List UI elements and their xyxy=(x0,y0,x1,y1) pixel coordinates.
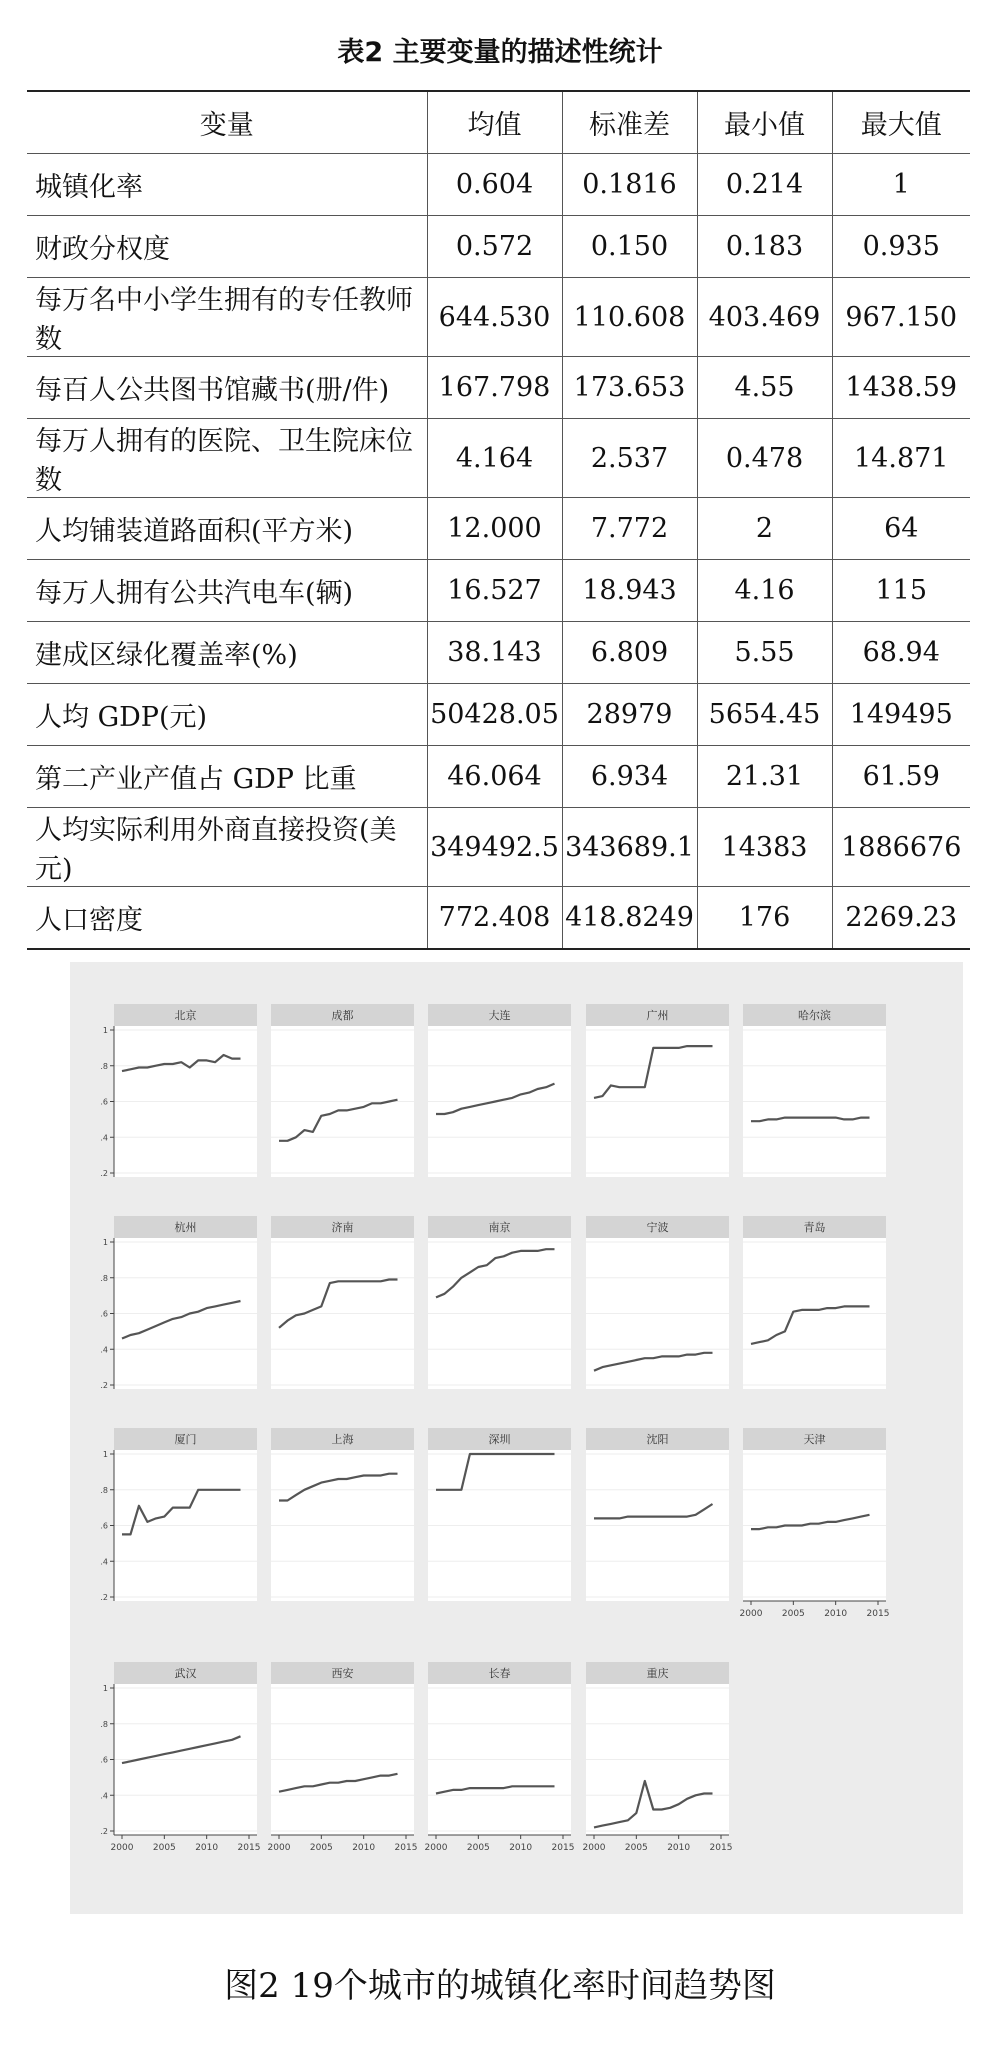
panel-title: 杭州 xyxy=(174,1221,197,1234)
y-tick-label: 1 xyxy=(102,1238,108,1247)
y-tick-label: .4 xyxy=(100,1557,108,1567)
x-tick-label: 2005 xyxy=(309,1843,333,1853)
y-tick-label: .4 xyxy=(100,1345,108,1355)
variable-name-cell: 建成区绿化覆盖率(%) xyxy=(27,622,427,684)
stat-value-cell: 418.8249 xyxy=(562,887,697,950)
stat-value-cell: 0.150 xyxy=(562,216,697,278)
stat-value-cell: 149495 xyxy=(832,684,970,746)
table-row xyxy=(27,154,970,216)
x-tick-label: 2000 xyxy=(267,1843,291,1853)
x-tick-label: 2015 xyxy=(237,1843,261,1853)
table-header-row xyxy=(27,91,970,154)
stat-value-cell: 6.934 xyxy=(562,746,697,808)
stat-value-cell: 21.31 xyxy=(697,746,832,808)
panel-title: 西安 xyxy=(331,1667,354,1680)
y-tick-label: .6 xyxy=(100,1755,108,1765)
variable-name-cell: 第二产业产值占 GDP 比重 xyxy=(27,746,427,808)
x-tick-label: 2015 xyxy=(551,1843,575,1853)
x-tick-label: 2000 xyxy=(424,1843,448,1853)
y-tick-label: .2 xyxy=(100,1169,108,1178)
table-row xyxy=(27,278,970,357)
stat-value-cell: 12.000 xyxy=(427,498,562,560)
stat-value-cell: 5.55 xyxy=(697,622,832,684)
stat-value-cell: 349492.5 xyxy=(427,808,562,887)
y-tick-label: .2 xyxy=(100,1593,108,1602)
stat-value-cell: 18.943 xyxy=(562,560,697,622)
panel-title: 上海 xyxy=(331,1433,354,1446)
y-tick-label: .8 xyxy=(100,1273,108,1283)
stat-value-cell: 2.537 xyxy=(562,419,697,498)
variable-name-cell: 人均 GDP(元) xyxy=(27,684,427,746)
panel-title: 大连 xyxy=(488,1009,511,1022)
y-tick-label: .2 xyxy=(100,1827,108,1836)
x-tick-label: 2010 xyxy=(509,1843,533,1853)
stat-value-cell: 173.653 xyxy=(562,357,697,419)
stat-value-cell: 343689.1 xyxy=(562,808,697,887)
stat-value-cell: 1886676 xyxy=(832,808,970,887)
y-tick-label: .2 xyxy=(100,1381,108,1390)
stat-value-cell: 68.94 xyxy=(832,622,970,684)
column-header: 变量 xyxy=(27,91,427,154)
variable-name-cell: 每万名中小学生拥有的专任教师数 xyxy=(27,278,427,357)
y-tick-label: 1 xyxy=(102,1026,108,1035)
stat-value-cell: 16.527 xyxy=(427,560,562,622)
stat-value-cell: 110.608 xyxy=(562,278,697,357)
urbanization-trend-figure xyxy=(70,962,963,1914)
y-tick-label: 1 xyxy=(102,1684,108,1693)
table-row xyxy=(27,357,970,419)
x-tick-label: 2015 xyxy=(709,1843,733,1853)
stat-value-cell: 38.143 xyxy=(427,622,562,684)
stat-value-cell: 772.408 xyxy=(427,887,562,950)
stat-value-cell: 2269.23 xyxy=(832,887,970,950)
stat-value-cell: 61.59 xyxy=(832,746,970,808)
stat-value-cell: 0.214 xyxy=(697,154,832,216)
stat-value-cell: 46.064 xyxy=(427,746,562,808)
stat-value-cell: 0.935 xyxy=(832,216,970,278)
panel-title: 长春 xyxy=(488,1667,511,1680)
y-tick-label: .6 xyxy=(100,1097,108,1107)
table-row xyxy=(27,419,970,498)
stat-value-cell: 28979 xyxy=(562,684,697,746)
column-header: 最小值 xyxy=(697,91,832,154)
panel-title: 济南 xyxy=(331,1221,354,1234)
stat-value-cell: 0.183 xyxy=(697,216,832,278)
stat-value-cell: 115 xyxy=(832,560,970,622)
stat-value-cell: 14383 xyxy=(697,808,832,887)
table-row xyxy=(27,684,970,746)
x-tick-label: 2005 xyxy=(466,1843,490,1853)
variable-name-cell: 人均实际利用外商直接投资(美元) xyxy=(27,808,427,887)
panel-title: 南京 xyxy=(488,1221,511,1234)
stat-value-cell: 967.150 xyxy=(832,278,970,357)
y-tick-label: .4 xyxy=(100,1133,108,1143)
panel-title: 厦门 xyxy=(174,1433,197,1446)
variable-name-cell: 财政分权度 xyxy=(27,216,427,278)
panel-title: 宁波 xyxy=(646,1221,669,1234)
x-tick-label: 2010 xyxy=(824,1609,848,1619)
table-row xyxy=(27,808,970,887)
stat-value-cell: 176 xyxy=(697,887,832,950)
variable-name-cell: 人口密度 xyxy=(27,887,427,950)
figure-caption: 图2 19个城市的城镇化率时间趋势图 xyxy=(224,1966,776,2006)
panel-title: 广州 xyxy=(646,1009,669,1022)
variable-name-cell: 每百人公共图书馆藏书(册/件) xyxy=(27,357,427,419)
x-tick-label: 2000 xyxy=(110,1843,134,1853)
x-tick-label: 2005 xyxy=(152,1843,176,1853)
y-tick-label: .8 xyxy=(100,1719,108,1729)
x-tick-label: 2000 xyxy=(739,1609,763,1619)
variable-name-cell: 每万人拥有公共汽电车(辆) xyxy=(27,560,427,622)
table-row xyxy=(27,887,970,950)
table-title: 表2 主要变量的描述性统计 xyxy=(337,37,663,68)
stat-value-cell: 0.604 xyxy=(427,154,562,216)
x-tick-label: 2005 xyxy=(781,1609,805,1619)
stat-value-cell: 7.772 xyxy=(562,498,697,560)
y-tick-label: .4 xyxy=(100,1791,108,1801)
column-header: 均值 xyxy=(427,91,562,154)
table-row xyxy=(27,622,970,684)
panel-title: 哈尔滨 xyxy=(798,1009,831,1022)
y-tick-label: .6 xyxy=(100,1309,108,1319)
column-header: 标准差 xyxy=(562,91,697,154)
stat-value-cell: 0.478 xyxy=(697,419,832,498)
panel-title: 北京 xyxy=(174,1009,197,1022)
stat-value-cell: 403.469 xyxy=(697,278,832,357)
variable-name-cell: 每万人拥有的医院、卫生院床位数 xyxy=(27,419,427,498)
stat-value-cell: 4.55 xyxy=(697,357,832,419)
panel-title: 成都 xyxy=(331,1009,354,1022)
column-header: 最大值 xyxy=(832,91,970,154)
panel-title: 深圳 xyxy=(488,1433,511,1446)
variable-name-cell: 城镇化率 xyxy=(27,154,427,216)
stat-value-cell: 14.871 xyxy=(832,419,970,498)
stat-value-cell: 0.1816 xyxy=(562,154,697,216)
stat-value-cell: 0.572 xyxy=(427,216,562,278)
x-tick-label: 2010 xyxy=(352,1843,376,1853)
table-row xyxy=(27,746,970,808)
panel-title: 青岛 xyxy=(803,1221,826,1234)
small-multiples-chart xyxy=(70,962,963,1914)
stat-value-cell: 6.809 xyxy=(562,622,697,684)
panel-title: 重庆 xyxy=(646,1667,669,1680)
table-row xyxy=(27,498,970,560)
stat-value-cell: 167.798 xyxy=(427,357,562,419)
x-tick-label: 2015 xyxy=(394,1843,418,1853)
stat-value-cell: 5654.45 xyxy=(697,684,832,746)
y-tick-label: 1 xyxy=(102,1450,108,1459)
descriptive-stats-table xyxy=(27,90,970,950)
x-tick-label: 2000 xyxy=(582,1843,606,1853)
x-tick-label: 2010 xyxy=(667,1843,691,1853)
stat-value-cell: 1438.59 xyxy=(832,357,970,419)
y-tick-label: .8 xyxy=(100,1485,108,1495)
panel-title: 天津 xyxy=(803,1433,826,1446)
stat-value-cell: 64 xyxy=(832,498,970,560)
variable-name-cell: 人均铺装道路面积(平方米) xyxy=(27,498,427,560)
table-row xyxy=(27,560,970,622)
panel-title: 沈阳 xyxy=(646,1433,669,1446)
panel-title: 武汉 xyxy=(174,1667,197,1680)
stat-value-cell: 4.164 xyxy=(427,419,562,498)
table-row xyxy=(27,216,970,278)
stat-value-cell: 1 xyxy=(832,154,970,216)
y-tick-label: .6 xyxy=(100,1521,108,1531)
x-tick-label: 2010 xyxy=(195,1843,219,1853)
x-tick-label: 2015 xyxy=(866,1609,890,1619)
y-tick-label: .8 xyxy=(100,1061,108,1071)
stat-value-cell: 4.16 xyxy=(697,560,832,622)
stat-value-cell: 2 xyxy=(697,498,832,560)
stat-value-cell: 50428.05 xyxy=(427,684,562,746)
x-tick-label: 2005 xyxy=(624,1843,648,1853)
stat-value-cell: 644.530 xyxy=(427,278,562,357)
